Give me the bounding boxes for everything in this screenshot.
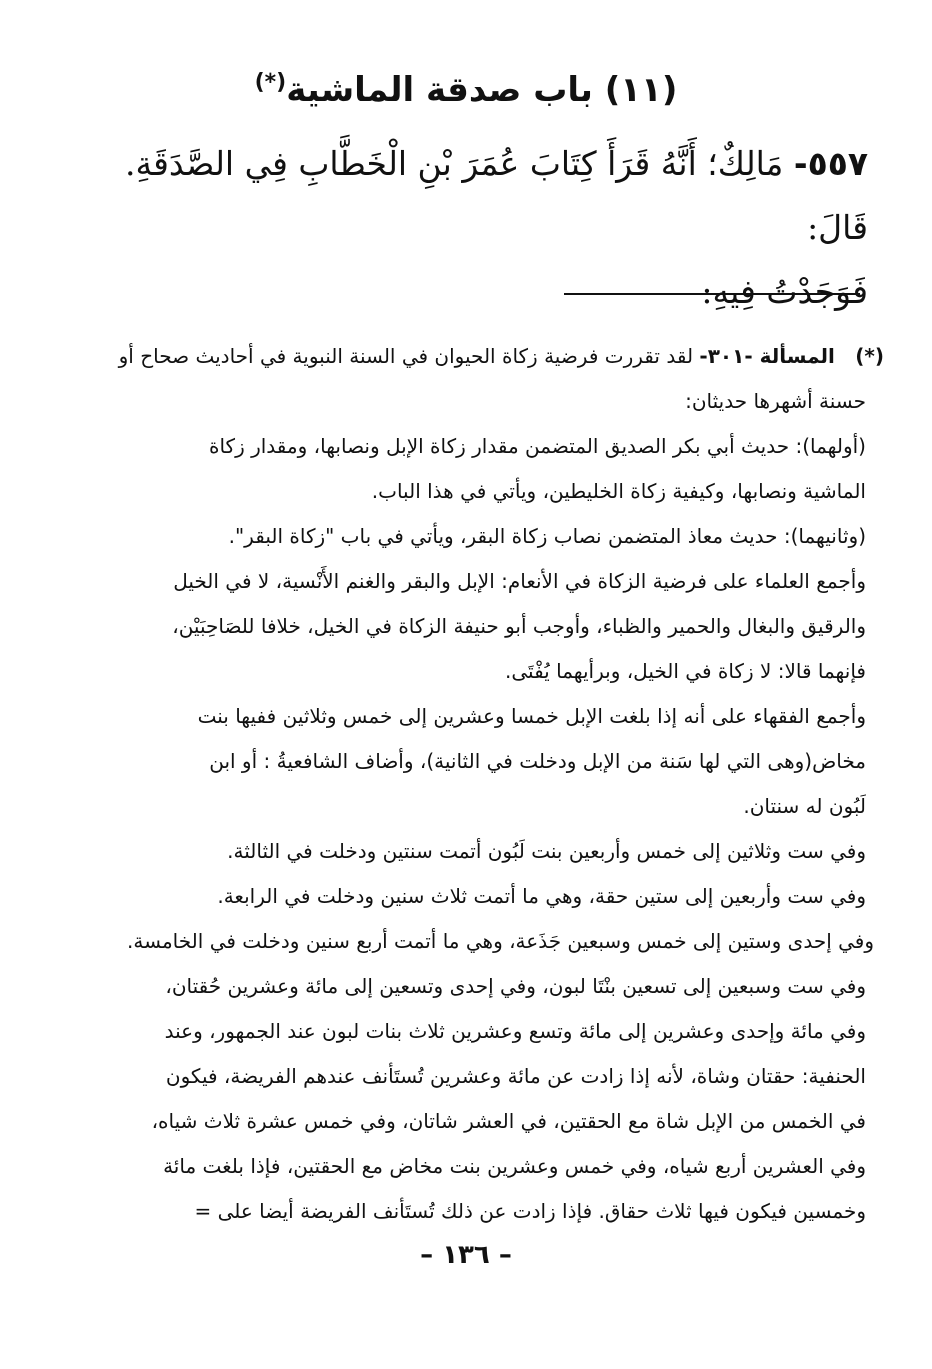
footnote-line: وفي العشرين أربع شياه، وفي خمس وعشرين بنت مخاض مع الحقتين، فإذا بلغت مائة (163, 1154, 866, 1178)
hadith-number: ٥٥٧- (793, 144, 868, 183)
footnote-line: الماشية ونصابها، وكيفية زكاة الخليطين، ويأتي في هذا الباب. (371, 479, 866, 503)
footnote-line: لَبُون له سنتان. (743, 794, 866, 818)
footnote-separator (564, 293, 860, 295)
issue-label: المسألة -٣٠١- (699, 344, 835, 368)
footnote-line: وفي ست وسبعين إلى تسعين بنْتَا لبون، وفي إحدى وتسعين إلى مائة وعشرين حُقتان، (165, 974, 866, 998)
hadith-line-1-text: مَالِكٌ؛ أَنَّهُ قَرَأَ كِتَابَ عُمَرَ بْنِ الْخَطَّابِ فِي الصَّدَقَةِ. قَالَ: (124, 144, 868, 247)
chapter-title (0, 70, 932, 110)
page-number: – ١٣٦ – (420, 1240, 512, 1270)
chapter-footnote-marker: (*) (254, 70, 287, 95)
footnote-line (56, 334, 884, 379)
footnote-line: وفي مائة وإحدى وعشرين إلى مائة وتسع وعشرين ثلاث بنات لبون عند الجمهور، وعند (164, 1019, 866, 1043)
hadith-text (68, 132, 868, 324)
footnote-line: (أولهما): حديث أبي بكر الصديق المتضمن مقدار زكاة الإبل ونصابها، ومقدار زكاة (208, 434, 866, 458)
footnote-line: وأجمع العلماء على فرضية الزكاة في الأنعام: الإبل والبقر والغنم الأَنْسية، لا في الخيل (173, 569, 866, 593)
footnote-line: الحنفية: حقتان وشاة، لأنه إذا زادت عن مائة وعشرين تُستَأنف عندهم الفريضة، فيكون (165, 1064, 866, 1088)
hadith-line-2: فَوَجَدْتُ فِيهِ: (701, 272, 868, 311)
footnote-line: وفي إحدى وستين إلى خمس وسبعين جَذَعة، وهي ما أتمت أربع سنين ودخلت في الخامسة. (127, 929, 874, 953)
footnote-line: والرقيق والبغال والحمير والظباء، وأوجب أبو حنيفة الزكاة في الخيل، خلافا للصَاحِبَيْن، (172, 614, 866, 638)
footnote-line: فإنهما قالا: لا زكاة في الخيل، وبرأيهما يُفْتَى. (505, 659, 866, 683)
footnote-line-text: لقد تقررت فرضية زكاة الحيوان في السنة النبوية في أحاديث صحاح أو (118, 344, 694, 368)
footnote-line: مخاض(وهى التي لها سَنة من الإبل ودخلت في الثانية)، وأضاف الشافعيةُ : أو ابن (209, 749, 866, 773)
footnote-line: وأجمع الفقهاء على أنه إذا بلغت الإبل خمسا وعشرين إلى خمس وثلاثين ففيها بنت (197, 704, 866, 728)
footnote-line: وفي ست وثلاثين إلى خمس وأربعين بنت لَبُون أتمت سنتين ودخلت في الثالثة. (227, 839, 866, 863)
hadith-line-1 (125, 144, 868, 247)
footnote-line: حسنة أشهرها حديثان: (685, 389, 866, 413)
footnote-line: في الخمس من الإبل شاة مع الحقتين، في العشر شاتان، وفي خمس عشرة ثلاث شياه، (151, 1109, 866, 1133)
footnote-line: وفي ست وأربعين إلى ستين حقة، وهي ما أتمت ثلاث سنين ودخلت في الرابعة. (217, 884, 866, 908)
footnote-marker: (*) (855, 344, 884, 368)
chapter-title-text: (١١) باب صدقة الماشية (286, 70, 678, 110)
footnote (56, 334, 884, 1234)
footnote-line: (وثانيهما): حديث معاذ المتضمن نصاب زكاة البقر، ويأتي في باب "زكاة البقر". (228, 524, 866, 548)
footnote-line: وخمسين فيكون فيها ثلاث حقاق. فإذا زادت عن ذلك تُستَأنف الفريضة أيضا على = (194, 1199, 866, 1223)
